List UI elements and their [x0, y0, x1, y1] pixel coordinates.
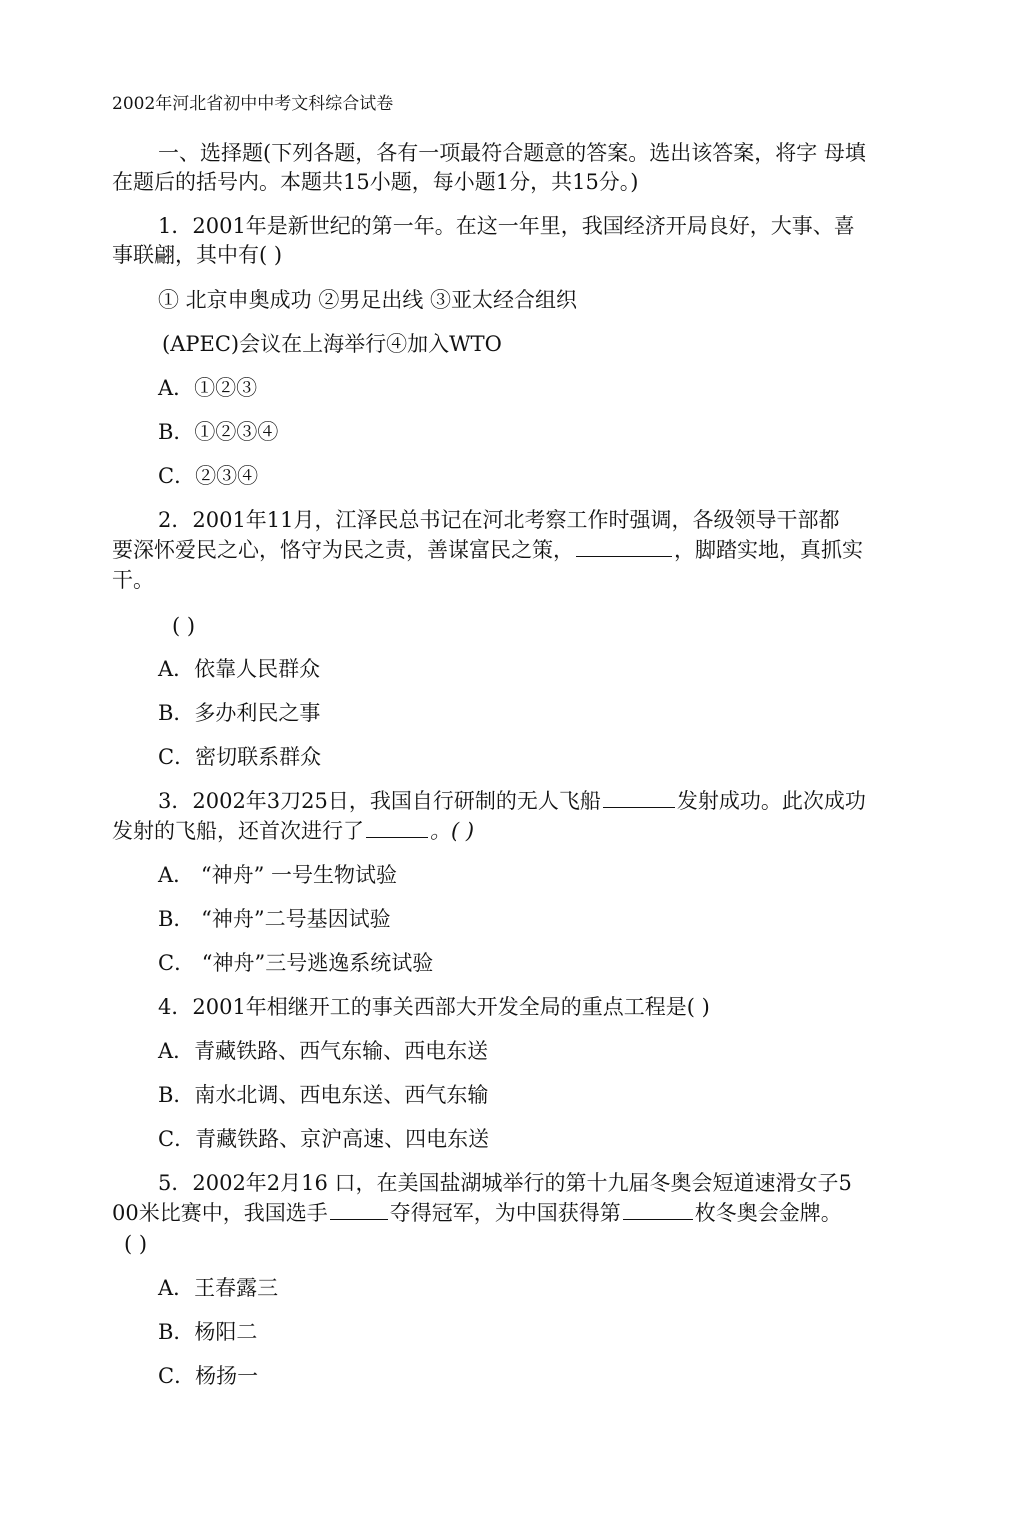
question-2-answer-parentheses: ( )	[172, 614, 196, 638]
question-5-stem-line-2-part-3: 枚冬奥会金牌。	[694, 1201, 842, 1225]
question-1-items-line-2: (APEC)会议在上海举行④加入WTO	[162, 332, 502, 356]
question-1-option-b: B．①②③④	[158, 420, 279, 444]
question-1-stem-line-2: 事联翩，其中有( )	[112, 243, 283, 267]
question-5-option-b: B．杨阳二	[158, 1320, 258, 1344]
question-3-stem-line-1-part-2: 发射成功。此次成功	[676, 789, 866, 813]
question-2-stem-line-1: 2．2001年11月，江泽民总书记在河北考察工作时强调，各级领导干部都	[158, 508, 840, 532]
question-2-answer-blank	[576, 538, 672, 557]
question-2-stem-line-2-part-1: 要深怀爱民之心，恪守为民之责，善谋富民之策，	[112, 538, 574, 562]
question-2-stem-line-2	[112, 536, 863, 564]
question-4-option-c: C．青藏铁路、京沪高速、四电东送	[158, 1127, 490, 1151]
question-3-stem-line-2-part-2: 。( )	[430, 819, 475, 843]
question-3-option-a: A． “神舟” 一号生物试验	[158, 863, 397, 887]
question-5-stem-line-2	[112, 1199, 842, 1227]
question-4-option-a: A．青藏铁路、西气东输、西电东送	[158, 1039, 489, 1063]
question-5-answer-blank-2	[623, 1201, 693, 1220]
question-1-stem-line-1: 1．2001年是新世纪的第一年。在这一年里，我国经济开局良好，大事、喜	[158, 214, 855, 238]
question-1-option-c: C．②③④	[158, 464, 259, 488]
question-3-stem-line-2	[112, 817, 474, 845]
question-3-answer-blank-2	[366, 819, 428, 838]
question-5-answer-blank-1	[330, 1201, 388, 1220]
question-2-stem-line-2-part-2: ，脚踏实地，真抓实	[674, 538, 863, 562]
question-5-stem-line-2-part-2: 夺得冠军，为中国获得第	[389, 1201, 621, 1225]
question-1-items-line-1: ① 北京申奥成功 ②男足出线 ③亚太经合组织	[158, 288, 578, 312]
exam-title: 2002年河北省初中中考文科综合试卷	[112, 94, 394, 114]
question-3-answer-blank-1	[603, 789, 675, 808]
question-2-option-a: A．依靠人民群众	[158, 657, 321, 681]
question-5-option-c: C．杨扬一	[158, 1364, 259, 1388]
section-instruction-line-2: 在题后的括号内。本题共15小题，每小题1分，共15分。)	[112, 170, 639, 194]
question-1-option-a: A．①②③	[158, 376, 258, 400]
question-4-option-b: B．南水北调、西电东送、西气东输	[158, 1083, 489, 1107]
question-3-stem-line-1	[158, 787, 866, 815]
question-3-stem-line-1-part-1: 3．2002年3刀25日，我国自行研制的无人飞船	[158, 789, 601, 813]
question-2-option-c: C．密切联系群众	[158, 745, 322, 769]
question-2-stem-line-3: 干。	[112, 568, 154, 592]
question-3-stem-line-2-part-1: 发射的飞船，还首次进行了	[112, 819, 364, 843]
question-2-option-b: B．多办利民之事	[158, 701, 321, 725]
question-3-option-c: C． “神舟”三号逃逸系统试验	[158, 951, 434, 975]
question-5-option-a: A．王春露三	[158, 1276, 279, 1300]
question-5-stem-line-2-part-1: 00米比赛中，我国选手	[112, 1201, 328, 1225]
question-4-stem: 4．2001年相继开工的事关西部大开发全局的重点工程是( )	[158, 995, 710, 1019]
question-5-answer-parentheses: ( )	[124, 1232, 148, 1256]
section-instruction-line-1: 一、选择题(下列各题，各有一项最符合题意的答案。选出该答案，将字 母填	[158, 141, 866, 165]
question-5-stem-line-1: 5．2002年2月16 口，在美国盐湖城举行的第十九届冬奥会短道速滑女子5	[158, 1171, 852, 1195]
question-3-option-b: B． “神舟”二号基因试验	[158, 907, 391, 931]
